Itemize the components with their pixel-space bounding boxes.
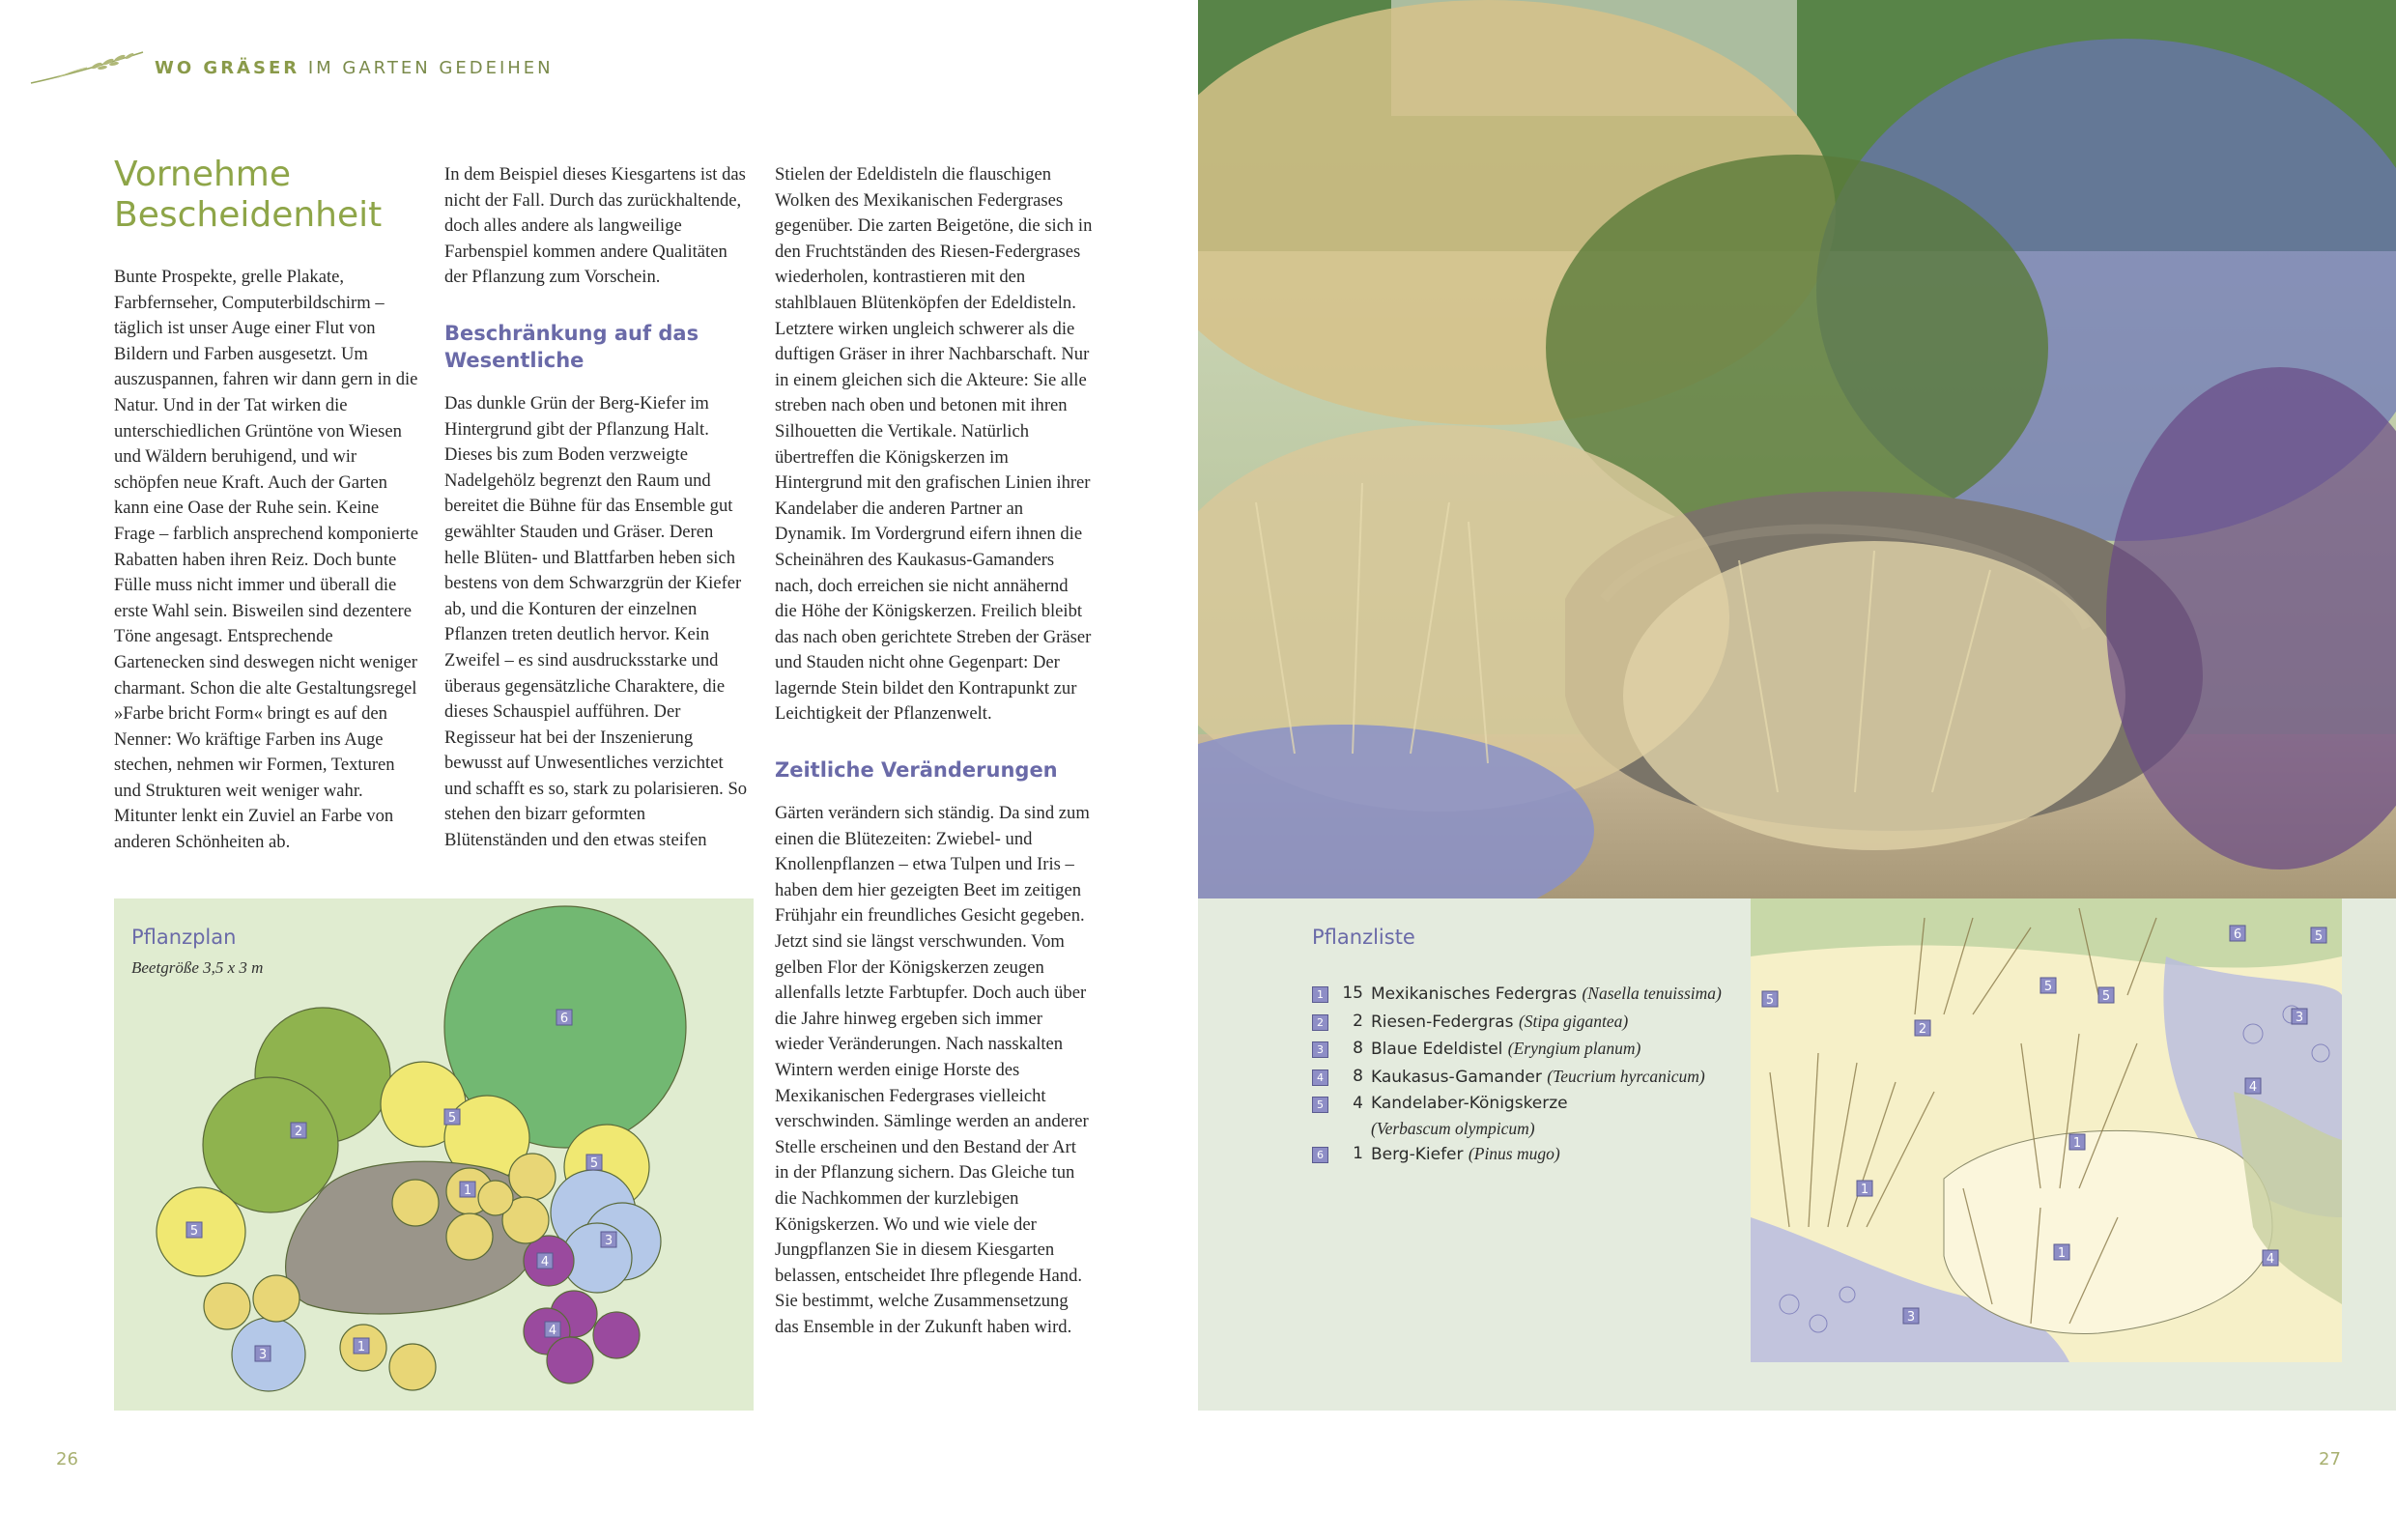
plant-quantity: 2	[1353, 1011, 1363, 1031]
plan-circle-nasella-8	[389, 1344, 436, 1390]
plan-circle-stipa-2	[203, 1077, 338, 1212]
plant-list-item	[1312, 981, 1756, 1009]
article-title: Vornehme Bescheidenheit	[114, 155, 383, 235]
planting-sketch	[1751, 898, 2342, 1362]
plant-number-badge: 6	[1312, 1147, 1328, 1163]
plant-list-item	[1312, 1141, 1756, 1169]
plan-circle-nasella-3	[509, 1154, 556, 1200]
plant-name: Riesen-Federgras	[1371, 1012, 1514, 1032]
plan-label-2: 2	[294, 1125, 303, 1139]
plant-latin: (Nasella tenuissima)	[1582, 984, 1722, 1003]
sketch-label-1b: 1	[1860, 1183, 1869, 1197]
sketch-label-5c: 5	[2101, 989, 2111, 1004]
plant-quantity: 8	[1353, 1066, 1363, 1086]
plant-number-badge: 4	[1312, 1069, 1328, 1086]
plant-list-item	[1312, 1009, 1756, 1037]
plant-number-badge: 5	[1312, 1097, 1328, 1113]
column-2-intro: In dem Beispiel dieses Kiesgartens ist das nicht der Fall. Durch das zurückhaltende, doch alles andere als langweilige Farbenspiel kommen andere Qualitäten der Pflanzung zum Vorschein.	[444, 164, 746, 288]
plan-subtitle: Beetgröße 3,5 x 3 m	[131, 958, 264, 977]
plant-quantity: 4	[1353, 1094, 1363, 1113]
plant-quantity: 8	[1353, 1039, 1363, 1058]
running-header	[29, 48, 554, 87]
sketch-label-5d: 5	[2314, 929, 2324, 944]
plant-name: Blaue Edeldistel	[1371, 1040, 1503, 1059]
page-number-left: 26	[56, 1449, 78, 1469]
plan-label-6: 6	[559, 1012, 569, 1026]
plant-name: Kaukasus-Gamander	[1371, 1067, 1542, 1087]
subhead-wesentliche: Beschränkung auf das Wesentliche	[444, 321, 699, 372]
plan-label-1b: 1	[357, 1340, 366, 1355]
subhead-zeitliche: Zeitliche Veränderungen	[775, 758, 1058, 783]
column-1-text: Bunte Prospekte, grelle Plakate, Farbfernseher, Computerbildschirm – täglich ist unser Auge einer Flut von Bildern und Farben ausgesetzt. Um auszuspannen, fahren wir dann gern in die Natur. Und in der Tat wirken die unterschiedlichen Grüntöne von Wiesen und Wäldern beruhigend, und wir schöpfen neue Kraft. Auch der Garten kann eine Oase der Ruhe sein. Keine Frage – farblich ansprechend komponierte Rabatten haben ihren Reiz. Doch bunte Fülle muss nicht immer und überall die erste Wahl sein. Bisweilen sind dezentere Töne angesagt. Entsprechende Gartenecken sind deswegen nicht weniger charmant. Schon die alte Gestaltungsregel »Farbe bricht Form« bringt es auf den Nenner: Wo kräftige Farben ins Auge stechen, nehmen wir Formen, Texturen und Strukturen weit weniger wahr. Mitunter lenkt ein Zuviel an Farbe von anderen Schönheiten ab.	[114, 267, 418, 853]
column-2-body: Das dunkle Grün der Berg-Kiefer im Hintergrund gibt der Pflanzung Halt. Dieses bis zum Boden verzweigte Nadelgehölz begrenzt den Raum und bereitet die Bühne für das Ensemble gut gewählter Stauden und Gräser. Deren helle Blüten- und Blattfarben heben sich bestens von dem Schwarzgrün der Kiefer ab, und die Konturen der einzelnen Pflanzen treten deutlich hervor. Kein Zweifel – es sind ausdrucksstarke und überaus gegensätzliche Charaktere, die dieses Schauspiel aufführen. Der Regisseur hat bei der Inszenierung bewusst auf Unwesentliches verzichtet und schafft es so, stark zu polarisieren. So stehen den bizarr geformten Blütenständen und den etwas steifen	[444, 392, 748, 851]
sketch-label-3b: 3	[1906, 1310, 1916, 1325]
plan-circle-nasella-10	[478, 1181, 513, 1215]
column-3-intro: Stielen der Edeldisteln die flauschigen Wolken des Mexikanischen Federgrases gegenüber. Die zarten Beigetöne, die sich in den Fruchtständen des Riesen-Federgrases wiederholen, kontrastieren mit den stahlblauen Blütenköpfen der Edeldisteln. Letztere wirken ungleich schwerer als die duftigen Gräser in ihrer Nachbarschaft. Nur in einem gleichen sich die Akteure: Sie alle streben nach oben und betonen mit ihren Silhouetten die Vertikale. Natürlich übertreffen die Königskerzen im Hintergrund mit den grafischen Linien ihrer Kandelaber die anderen Partner an Dynamik. Im Vordergrund eifern ihnen die Scheinähren des Kaukasus-Gamanders nach, doch erreichen sie nicht annähernd die Höhe der Königskerzen. Freilich bleibt das nach oben gerichtete Streben der Gräser und Stauden nicht ohne Gegenpart: Der lagernde Stein bildet den Kontrapunkt zur Leichtigkeit der Pflanzenwelt.	[775, 164, 1093, 725]
plant-quantity: 1	[1353, 1144, 1363, 1163]
plan-label-4b: 4	[548, 1324, 557, 1338]
page-number-right: 27	[2319, 1449, 2341, 1469]
plant-latin: (Eryngium planum)	[1507, 1039, 1641, 1058]
plant-latin: (Teucrium hyrcanicum)	[1547, 1066, 1705, 1086]
plant-name: Berg-Kiefer	[1371, 1145, 1464, 1164]
header-rest: IM GARTEN GEDEIHEN	[300, 57, 554, 78]
sketch-label-5a: 5	[1765, 993, 1775, 1008]
plant-list-item	[1312, 1091, 1756, 1141]
plant-list	[1312, 981, 1756, 1169]
plant-list-item	[1312, 1064, 1756, 1092]
sketch-label-5b: 5	[2043, 980, 2053, 994]
plan-label-5b: 5	[589, 1156, 599, 1171]
plan-circle-nasella-5	[204, 1283, 250, 1329]
plant-latin: (Verbascum olympicum)	[1371, 1119, 1535, 1138]
sketch-label-1c: 1	[2057, 1246, 2067, 1261]
plan-label-3a: 3	[604, 1234, 613, 1248]
plan-label-3b: 3	[258, 1348, 268, 1362]
garden-photo	[1198, 0, 2396, 898]
column-2	[444, 162, 752, 854]
header-strong: WO GRÄSER	[155, 57, 300, 78]
plan-label-5a: 5	[447, 1111, 457, 1126]
sketch-label-3a: 3	[2295, 1011, 2304, 1025]
sketch-label-4a: 4	[2248, 1080, 2258, 1095]
plant-list-title: Pflanzliste	[1312, 926, 1415, 949]
plan-circle-teucrium-4	[593, 1312, 640, 1358]
sketch-label-6: 6	[2233, 927, 2242, 942]
sketch-label-2: 2	[1918, 1022, 1927, 1037]
plant-number-badge: 1	[1312, 986, 1328, 1003]
plant-quantity: 15	[1342, 984, 1363, 1003]
plant-name: Mexikanisches Federgras	[1371, 984, 1578, 1004]
header-text	[155, 58, 554, 78]
plan-circle-teucrium-5	[547, 1337, 593, 1383]
plan-label-5c: 5	[189, 1224, 199, 1239]
sketch-label-1a: 1	[2072, 1136, 2082, 1151]
sketch-label-4b: 4	[2266, 1252, 2275, 1267]
plan-label-4a: 4	[540, 1255, 550, 1269]
column-3-body: Gärten verändern sich ständig. Da sind zum einen die Blütezeiten: Zwiebel- und Knollenpflanzen – etwa Tulpen und Iris – haben dem hier gezeigten Beet im zeitigen Frühjahr ein freundliches Gesicht gegeben. Jetzt sind sie längst verschwunden. Vom gelben Flor der Königskerzen zeugen allenfalls letzte Farbtupfer. Doch auch über die Jahre hinweg ergeben sich immer wieder Veränderungen. Nach nasskalten Wintern werden einige Horste des Mexikanischen Federgrases vielleicht verschwinden. Sämlinge werden an anderer Stelle erscheinen und den Bestand der Art in der Pflanzung sichern. Das Gleiche tun die Nachkommen der kurzlebigen Königskerzen. Wo und wie viele der Jungpflanzen Sie in diesem Kiesgarten belassen, entscheidet Ihre pflegende Hand. Sie bestimmt, welche Zusammensetzung das Ensemble in der Zukunft haben wird.	[775, 803, 1090, 1337]
plant-name: Kandelaber-Königskerze	[1371, 1094, 1568, 1113]
plan-circle-nasella-9	[446, 1213, 493, 1260]
plan-label-1a: 1	[463, 1184, 472, 1198]
plan-circle-nasella-6	[253, 1275, 300, 1322]
plant-latin: (Stipa gigantea)	[1518, 1011, 1629, 1031]
plan-circle-nasella-1	[392, 1180, 439, 1226]
plant-list-item	[1312, 1036, 1756, 1064]
plan-title: Pflanzplan	[131, 926, 237, 949]
column-3	[775, 162, 1094, 1341]
plant-latin: (Pinus mugo)	[1468, 1144, 1560, 1163]
grass-ornament-icon	[29, 48, 145, 87]
plant-number-badge: 2	[1312, 1014, 1328, 1031]
plant-number-badge: 3	[1312, 1041, 1328, 1058]
